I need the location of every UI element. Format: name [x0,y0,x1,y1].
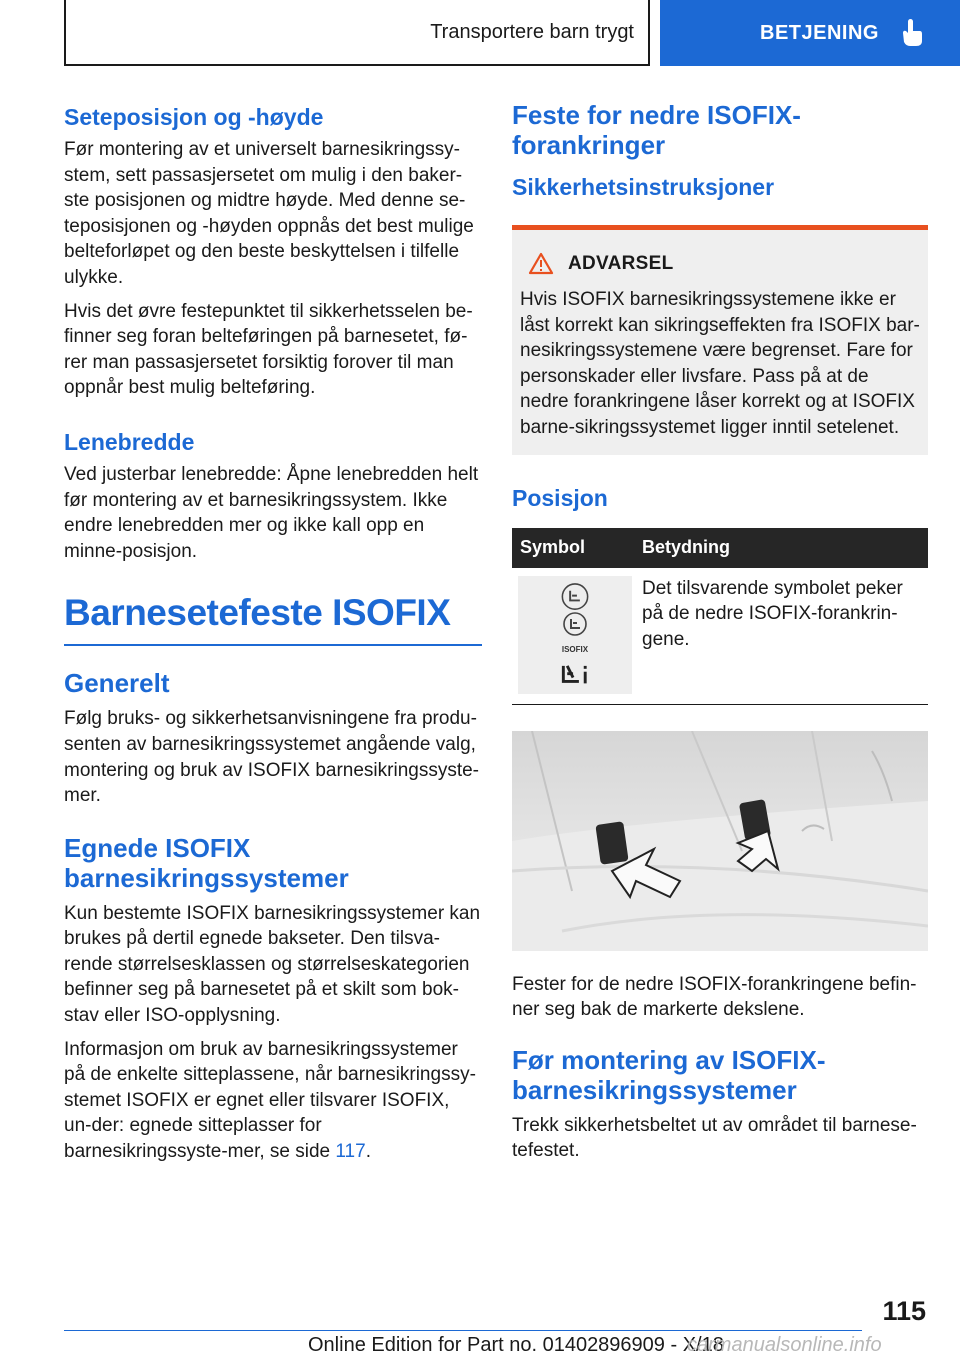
warning-triangle-icon [528,252,554,275]
hand-pointer-icon [901,19,923,47]
warning-label: ADVARSEL [568,252,674,274]
seat-info-icon [559,662,591,687]
footer-divider [64,1330,862,1331]
section-title: BETJENING [760,21,879,44]
suitable-systems-text-2: Informasjon om bruk av barnesikringssystemer på de enkelte sitteplassene, når barnesikringssy-stemet ISOFIX er egnet eller tilsvarer ISOFIX, un-der: egnede sitteplasser for barnesikringssyste-mer, se side 117. [64,1038,476,1163]
photo-caption: Fester for de nedre ISOFIX-forankringene befin-ner seg bak de markerte dekslene. [512,973,917,1021]
chapter-title: Transportere barn trygt [430,20,634,43]
general-heading: Generelt [64,668,170,699]
footer-edition: Online Edition for Part no. 01402896909 - X/18 [308,1334,724,1356]
page-link[interactable]: 117 [335,1141,366,1163]
table-head-meaning: Betydning [634,528,928,568]
position-heading: Posisjon [512,484,608,511]
footer-watermark: carmanualsonline.info [687,1334,882,1356]
headrest-heading: Lenebredde [64,428,195,455]
child-seat-circle-icon [560,582,590,611]
table-meaning-cell: Det tilsvarende symbolet peker på de nedre ISOFIX-forankrin-gene. [634,568,928,705]
before-mounting-text: Trekk sikkerhetsbeltet ut av området til barnese-tefestet. [512,1114,917,1162]
child-seat-isofix-icon [562,611,588,637]
headrest-text: Ved justerbar lenebredde: Åpne lenebredden helt før montering av et barnesikringssystem. Ikke endre lenebredden mer og ikke kall opp en minne-posisjon. [64,463,479,562]
seat-position-text-2: Hvis det øvre festepunktet til sikkerhetsselen be-finner seg foran belteføringen på barnesetet, fø-rer man passasjersetet forsiktig forover til man oppnår best mulig belteføring. [64,300,473,399]
symbol-table [512,528,928,705]
isofix-icon-label: ISOFIX [561,644,589,654]
safety-heading: Sikkerhetsinstruksjoner [512,174,775,200]
table-row [512,568,928,705]
page-number: 115 [882,1296,926,1326]
before-mounting-heading: Før montering av ISOFIX-barnesikringssystemer [512,1044,826,1105]
chapter-header [64,0,650,66]
left-column [64,100,482,1173]
seat-position-text-1: Før montering av et universelt barnesikringssy-stem, sett passasjersetet om mulig i den baker-ste posisjonen og midtre høyde. Med denne se-teposisjonen og -høyden oppnås det best mulige belteforløpet og den beste beskyttelsen i tilfelle ulykke. [64,139,474,288]
seat-position-heading: Seteposisjon og -høyde [64,104,324,130]
suitable-systems-text-1: Kun bestemte ISOFIX barnesikringssystemer kan brukes på dertil egnede bakseter. Den tilsva-rende størrelsesklassen og størrelseskategorien befinner seg på barnesetet på et skilt som bok-stav eller ISO-opplysning. [64,902,481,1027]
suitable-systems-heading: Egnede ISOFIX barnesikringssystemer [64,832,349,893]
section-tab[interactable] [660,0,960,66]
anchor-heading: Feste for nedre ISOFIX-forankringer [512,100,801,160]
right-column [512,100,928,1172]
general-text: Følg bruks- og sikkerhetsanvisningene fra produ-senten av barnesikringssystemet angående valg, montering og bruk av ISOFIX barnesikringssyste-mer. [64,708,480,807]
isofix-anchor-photo [512,731,928,951]
isofix-symbols [518,576,632,694]
table-head-symbol: Symbol [512,528,634,568]
warning-box [512,225,928,455]
isofix-section-heading: Barnesetefeste ISOFIX [64,592,482,646]
warning-text: Hvis ISOFIX barnesikringssystemene ikke er låst korrekt kan sikringseffekten fra ISOFIX bar-nesikringssystemene være begrenset. Fare for personskader eller livsfare. Pass på at de nedre forankringene låser korrekt og at ISOFIX barne-sikringssystemet ligger inntil setelenet. [520,289,920,438]
